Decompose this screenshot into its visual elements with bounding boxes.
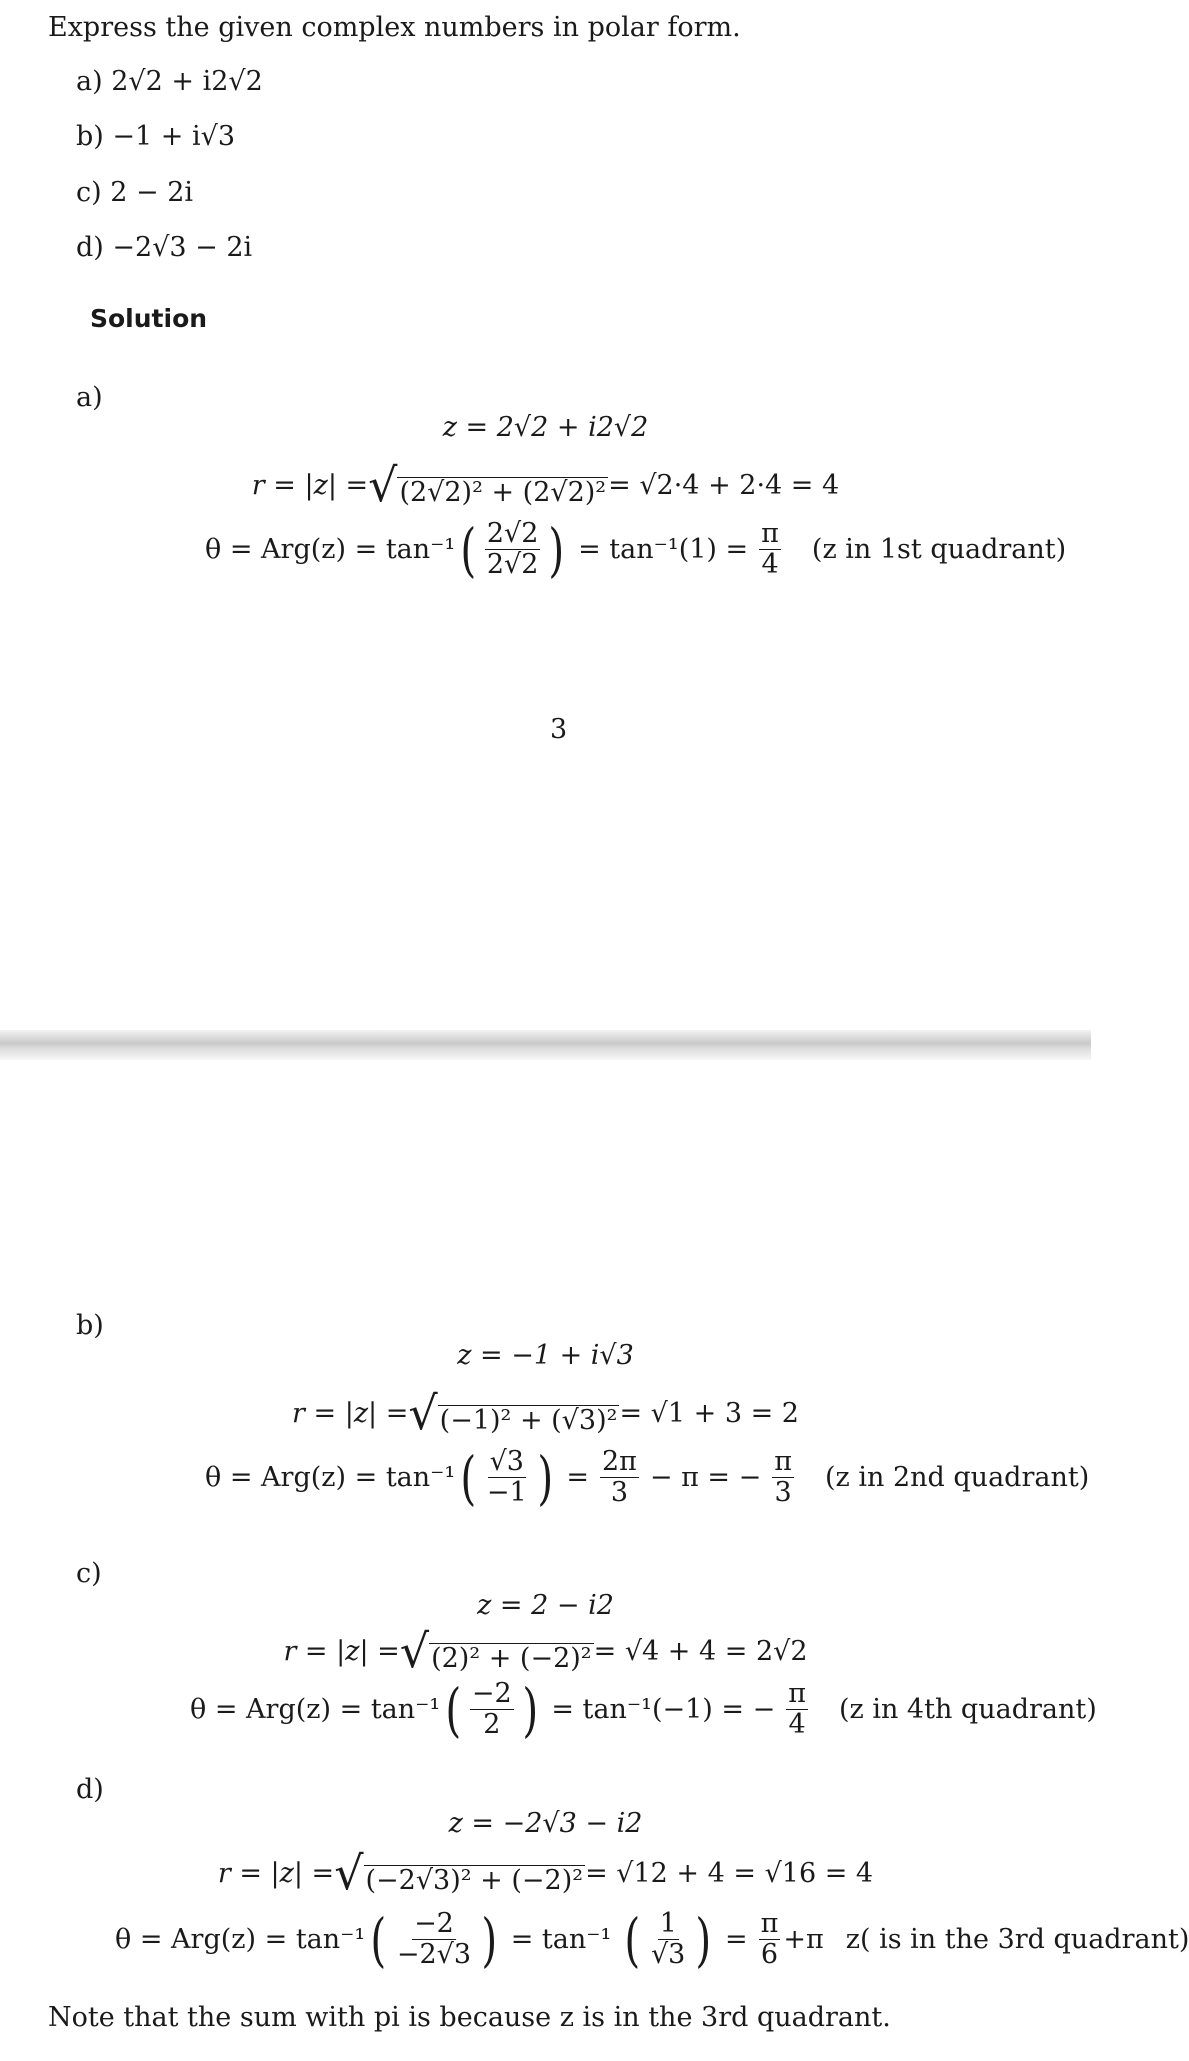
frac-denominator: −1 [486,1477,527,1509]
modulus-result: = √4 + 4 = 2√2 [593,1635,808,1667]
part-a-argument [205,515,1067,584]
footer-note: Note that the sum with pi is because z is in the 3rd quadrant. [48,2002,891,2033]
part-d-modulus [0,1846,1091,1900]
arg-middle: = tan⁻¹(−1) = − [551,1694,776,1726]
fraction-numerator: 2π [601,1446,637,1477]
solution-heading: Solution [90,304,208,333]
result-denominator: 3 [774,1477,792,1509]
problem-item-a: a) 2√2 + i2√2 [76,66,263,97]
frac-numerator: 2√2 [486,518,539,549]
arg-lhs: θ = Arg(z) = tan⁻¹ [115,1924,366,1956]
part-a-modulus [0,458,1091,512]
result-numerator: π [774,1446,793,1477]
modulus-result: = √2·4 + 2·4 = 4 [608,469,840,501]
problem-item-d: d) −2√3 − 2i [76,232,253,263]
arg-lhs: θ = Arg(z) = tan⁻¹ [190,1694,441,1726]
result-numerator: π [760,1908,779,1939]
arg-middle: = tan⁻¹(1) = [578,534,749,566]
radical-icon: √ [334,1846,364,1900]
arg-middle: = tan⁻¹ [510,1924,612,1956]
part-a-label: a) [76,382,103,413]
part-c-modulus [0,1624,1091,1678]
part-a-z-line: z = 2√2 + i2√2 [442,412,649,443]
part-c-label: c) [76,1558,102,1589]
problem-statement: Express the given complex numbers in polar form. [48,12,741,43]
modulus-radicand: (2)² + (−2)² [431,1643,592,1675]
problem-item-b: b) −1 + i√3 [76,121,236,152]
fraction-denominator: √3 [650,1939,686,1971]
result-denominator: 4 [788,1709,806,1741]
left-paren-icon: ( [460,515,477,584]
frac-numerator: √3 [489,1446,524,1477]
page-separator [0,1030,1091,1060]
page-number: 3 [550,714,568,745]
left-paren-icon: ( [624,1905,641,1974]
part-d-argument [115,1905,1189,1974]
modulus-result: = √12 + 4 = √16 = 4 [585,1857,874,1889]
result-numerator: π [761,518,779,549]
quadrant-note: (z in 2nd quadrant) [825,1462,1090,1494]
modulus-lhs: r = |z| = [217,1857,335,1889]
result-denominator: 6 [760,1939,779,1971]
right-paren-icon: ) [481,1905,498,1974]
modulus-result: = √1 + 3 = 2 [619,1397,799,1429]
result-denominator: 4 [761,549,779,581]
part-b-modulus [0,1386,1091,1440]
modulus-lhs: r = |z| = [292,1397,409,1429]
arg-lhs: θ = Arg(z) = tan⁻¹ [205,534,456,566]
right-paren-icon: ) [695,1905,712,1974]
modulus-lhs: r = |z| = [283,1635,400,1667]
right-paren-icon: ) [548,515,565,584]
modulus-radicand: (2√2)² + (2√2)² [399,477,607,509]
right-paren-icon: ) [537,1443,553,1512]
frac-numerator: −2 [471,1678,512,1709]
frac-numerator: −2 [414,1908,454,1939]
left-paren-icon: ( [370,1905,387,1974]
frac-denominator: −2√3 [396,1939,472,1971]
part-b-argument [205,1443,1090,1512]
radical-icon: √ [408,1386,438,1440]
radical-icon: √ [399,1624,430,1678]
modulus-lhs: r = |z| = [251,469,369,501]
part-d-label: d) [76,1774,104,1805]
modulus-radicand: (−1)² + (√3)² [439,1405,618,1437]
arg-middle: − π = − [649,1462,762,1494]
quadrant-note: z( is in the 3rd quadrant) [845,1924,1189,1956]
arg-equals: = [725,1924,748,1956]
part-c-argument [190,1675,1097,1744]
part-c-z-line: z = 2 − i2 [477,1590,614,1621]
plus-pi: +π [783,1924,824,1956]
frac-denominator: 2 [483,1709,501,1741]
fraction-denominator: 3 [610,1477,629,1509]
part-b-z-line: z = −1 + i√3 [457,1340,634,1371]
quadrant-note: (z in 4th quadrant) [838,1694,1097,1726]
result-numerator: π [788,1678,806,1709]
right-paren-icon: ) [522,1675,538,1744]
part-d-z-line: z = −2√3 − i2 [448,1808,643,1839]
fraction-numerator: 1 [659,1908,677,1939]
problem-item-c: c) 2 − 2i [76,177,194,208]
left-paren-icon: ( [460,1443,477,1512]
arg-lhs: θ = Arg(z) = tan⁻¹ [205,1462,456,1494]
frac-denominator: 2√2 [486,549,539,581]
part-b-label: b) [76,1310,104,1341]
left-paren-icon: ( [445,1675,462,1744]
modulus-radicand: (−2√3)² + (−2)² [365,1865,584,1897]
arg-equals: = [566,1462,589,1494]
quadrant-note: (z in 1st quadrant) [811,534,1067,566]
radical-icon: √ [368,458,398,512]
